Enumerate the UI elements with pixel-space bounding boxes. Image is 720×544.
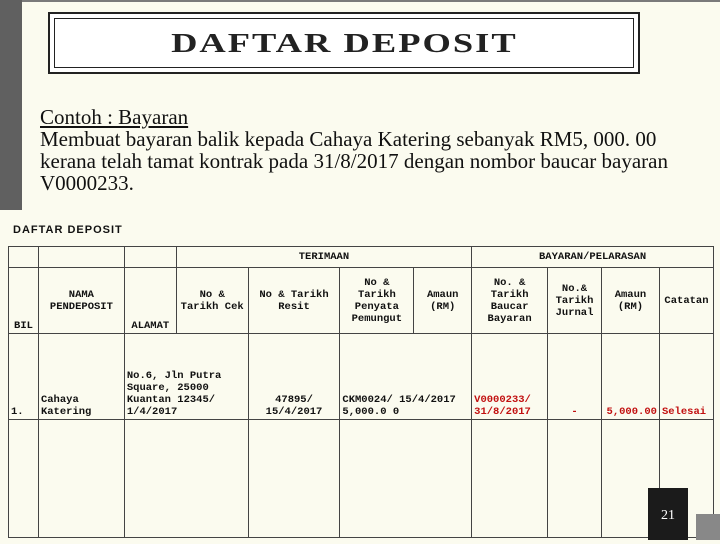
col-catatan: Catatan [659,268,713,334]
empty-row [9,420,714,538]
deposit-register [8,213,714,540]
cell-penyata-amaun [340,334,472,420]
blank-cell [38,247,124,268]
table-label: DAFTAR DEPOSIT [13,224,123,236]
corner-decoration [696,514,720,540]
col-penyata: No & Tarikh Penyata Pemungut [340,268,414,334]
group-header-row [9,247,714,268]
example-paragraph: Membuat bayaran balik kepada Cahaya Katering sebanyak RM5, 000. 00 kerana telah tamat kontrak pada 31/8/2017 dengan nombor baucar bayaran V0000233. [40,127,669,195]
deposit-table [8,246,714,538]
cell-amaun-bayar: 5,000.00 [601,334,659,420]
cell-penyata: CKM0024/ 15/4/2017 [342,394,456,406]
empty-cell [340,420,472,538]
empty-cell [124,420,248,538]
empty-cell [9,420,39,538]
col-bil: BIL [9,268,39,334]
col-baucar: No. & Tarikh Baucar Bayaran [472,268,548,334]
col-nama: NAMA PENDEPOSIT [38,268,124,334]
cell-nama: Cahaya Katering [38,334,124,420]
column-header-row [9,268,714,334]
cell-catatan: Selesai [659,334,713,420]
cell-cek: 12345/ 1/4/2017 [126,394,216,418]
cell-alamat: No.6, Jln Putra Square, 25000 Kuantan [126,370,222,406]
title-inner-frame [54,18,634,68]
empty-cell [548,420,602,538]
left-accent-bar [0,0,22,210]
table-row [9,334,714,420]
blank-cell [124,247,176,268]
title-frame [48,12,640,74]
cell-jurnal: - [548,334,602,420]
cell-bil: 1. [9,334,39,420]
cell-baucar: V0000233/ 31/8/2017 [472,334,548,420]
blank-cell [9,247,39,268]
empty-cell [38,420,124,538]
group-header-receipt: TERIMAAN [176,247,471,268]
cell-resit: 47895/ 15/4/2017 [248,334,340,420]
col-resit: No & Tarikh Resit [248,268,340,334]
col-amaun-bayar: Amaun (RM) [601,268,659,334]
example-label: Contoh : Bayaran [40,105,189,129]
top-border [0,0,720,2]
empty-cell [472,420,548,538]
col-amaun-terima: Amaun (RM) [414,268,472,334]
col-jurnal: No.& Tarikh Jurnal [548,268,602,334]
page-title: DAFTAR DEPOSIT [170,27,518,58]
page-number: 21 [648,488,688,540]
cell-alamat-cek [124,334,248,420]
group-header-payment: BAYARAN/PELARASAN [472,247,714,268]
body-text [40,106,700,194]
col-alamat: ALAMAT [124,268,176,334]
empty-cell [248,420,340,538]
col-cek: No & Tarikh Cek [176,268,248,334]
cell-amaun-terima: 5,000.0 0 [342,406,400,418]
